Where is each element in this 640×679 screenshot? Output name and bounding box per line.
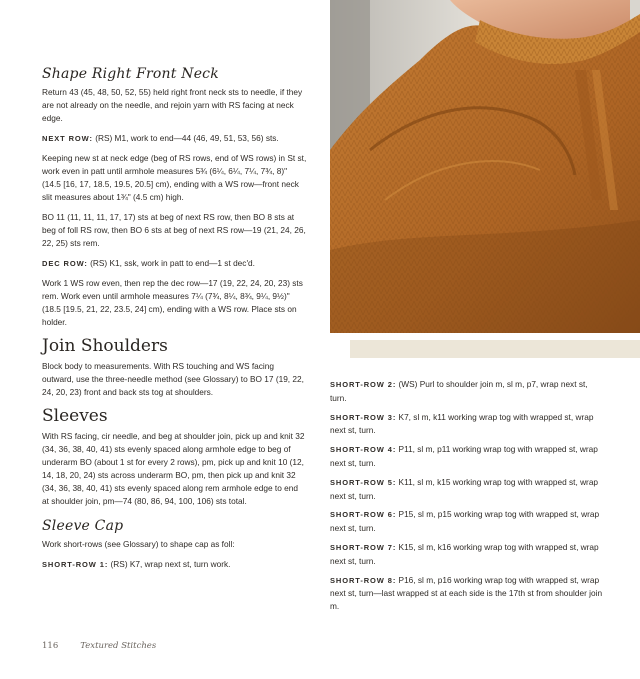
sleeve-cap-heading: Sleeve Cap (42, 518, 124, 534)
right-column (330, 378, 605, 619)
next-row-text: (RS) M1, work to end—44 (46, 49, 51, 53, 56) sts. (95, 133, 279, 143)
photo-shadow (350, 340, 640, 358)
short-row-instruction (330, 378, 605, 405)
left-column (42, 66, 307, 578)
book-title: Textured Stitches (80, 641, 157, 651)
short-row-instruction (330, 574, 605, 613)
short-row-text: P15, sl m, p15 working wrap tog with wrapped st, wrap next st, turn. (330, 509, 600, 534)
short-row-1-instruction (42, 558, 307, 571)
dec-row-instruction (42, 257, 307, 270)
shape-neck-paragraph-3: BO 11 (11, 11, 11, 17, 17) sts at beg of next RS row, then BO 8 sts at beg of foll RS row, then BO 6 sts at beg of next RS row—19 (21, 24, 26, 22, 25) sts rem. (42, 212, 306, 248)
join-shoulders-heading: Join Shoulders (42, 336, 168, 356)
short-row-label: SHORT-ROW 7: (330, 542, 397, 552)
short-row-label: SHORT-ROW 4: (330, 445, 397, 455)
short-row-instruction (330, 443, 605, 470)
short-row-label: SHORT-ROW 3: (330, 412, 397, 422)
short-row-text: P11, sl m, p11 working wrap tog with wrapped st, wrap next st, turn. (330, 444, 598, 468)
next-row-label: NEXT ROW: (42, 134, 93, 143)
short-row-instruction (330, 508, 605, 535)
sweater-photo-illustration (330, 0, 640, 333)
sweater-photo (330, 0, 640, 333)
next-row-instruction (42, 132, 307, 145)
short-row-instruction (330, 476, 605, 503)
short-row-1-label: SHORT-ROW 1: (42, 560, 109, 569)
shape-neck-paragraph-1: Return 43 (45, 48, 50, 52, 55) held right front neck sts to needle, if they are not already on the needle, and rejoin yarn with RS facing at neck edge. (42, 87, 303, 123)
shape-neck-paragraph-2: Keeping new st at neck edge (beg of RS rows, end of WS rows) in St st, work even in patt until armhole measures 5¾ (6¼, 6¼, 7¼, 7¾, 8)" (14.5 [16, 17, 18.5, 19.5, 20.5] cm), ending with a WS row—front neck slit measures about 1¾" (4.5 cm) high. (42, 153, 307, 202)
short-row-text: P16, sl m, p16 working wrap tog with wrapped st, wrap next st, turn—last wrapped st at each side is the 17th st from shoulder join m. (330, 574, 603, 612)
short-row-1-text: (RS) K7, wrap next st, turn work. (110, 559, 231, 569)
short-row-instruction (330, 411, 605, 438)
short-row-text: K11, sl m, k15 working wrap tog with wrapped st, wrap next st, turn. (330, 476, 599, 501)
short-row-label: SHORT-ROW 6: (330, 510, 397, 520)
short-row-label: SHORT-ROW 2: (330, 380, 397, 389)
sleeves-heading: Sleeves (42, 406, 108, 426)
sleeve-cap-paragraph: Work short-rows (see Glossary) to shape cap as foll: (42, 539, 235, 549)
short-row-label: SHORT-ROW 5: (330, 477, 397, 487)
page-footer (42, 641, 156, 651)
short-row-text: K7, sl m, k11 working wrap tog with wrapped st, wrap next st, turn. (330, 411, 594, 436)
dec-row-text: (RS) K1, ssk, work in patt to end—1 st dec'd. (90, 258, 255, 268)
short-row-label: SHORT-ROW 8: (330, 575, 397, 585)
short-row-instruction (330, 541, 605, 568)
short-row-text: K15, sl m, k16 working wrap tog with wrapped st, wrap next st, turn. (330, 541, 599, 566)
dec-row-label: DEC ROW: (42, 259, 88, 268)
shape-neck-paragraph-4: Work 1 WS row even, then rep the dec row—17 (19, 22, 24, 20, 23) sts rem. Work even until armhole measures 7¼ (7¾, 8¼, 8¾, 9¼, 9½)" (18.5 [19.5, 21, 22, 23.5, 24] cm), ending with a WS row. Place sts on holder. (42, 278, 303, 327)
shape-neck-heading: Shape Right Front Neck (42, 66, 219, 82)
short-row-text: (WS) Purl to shoulder join m, sl m, p7, wrap next st, turn. (330, 379, 588, 403)
page-number: 116 (42, 641, 59, 651)
sleeves-paragraph: With RS facing, cir needle, and beg at shoulder join, pick up and knit 32 (34, 36, 38, 40, 41) sts evenly spaced along armhole edge to beg of underarm BO (about 1 st for every 2 rows), pm, pick up and knit 10 (12, 14, 18, 20, 24) sts across underarm BO, pm, then pick up and knit 32 (34, 36, 38, 40, 41) sts evenly spaced along rem armhole edge to end at shoulder join, pm—74 (80, 86, 94, 100, 106) sts total. (42, 431, 305, 506)
join-shoulders-paragraph: Block body to measurements. With RS touching and WS facing outward, use the three-needle method (see Glossary) to BO 17 (19, 22, 24, 20, 23) front and back sts tog at shoulders. (42, 361, 304, 397)
